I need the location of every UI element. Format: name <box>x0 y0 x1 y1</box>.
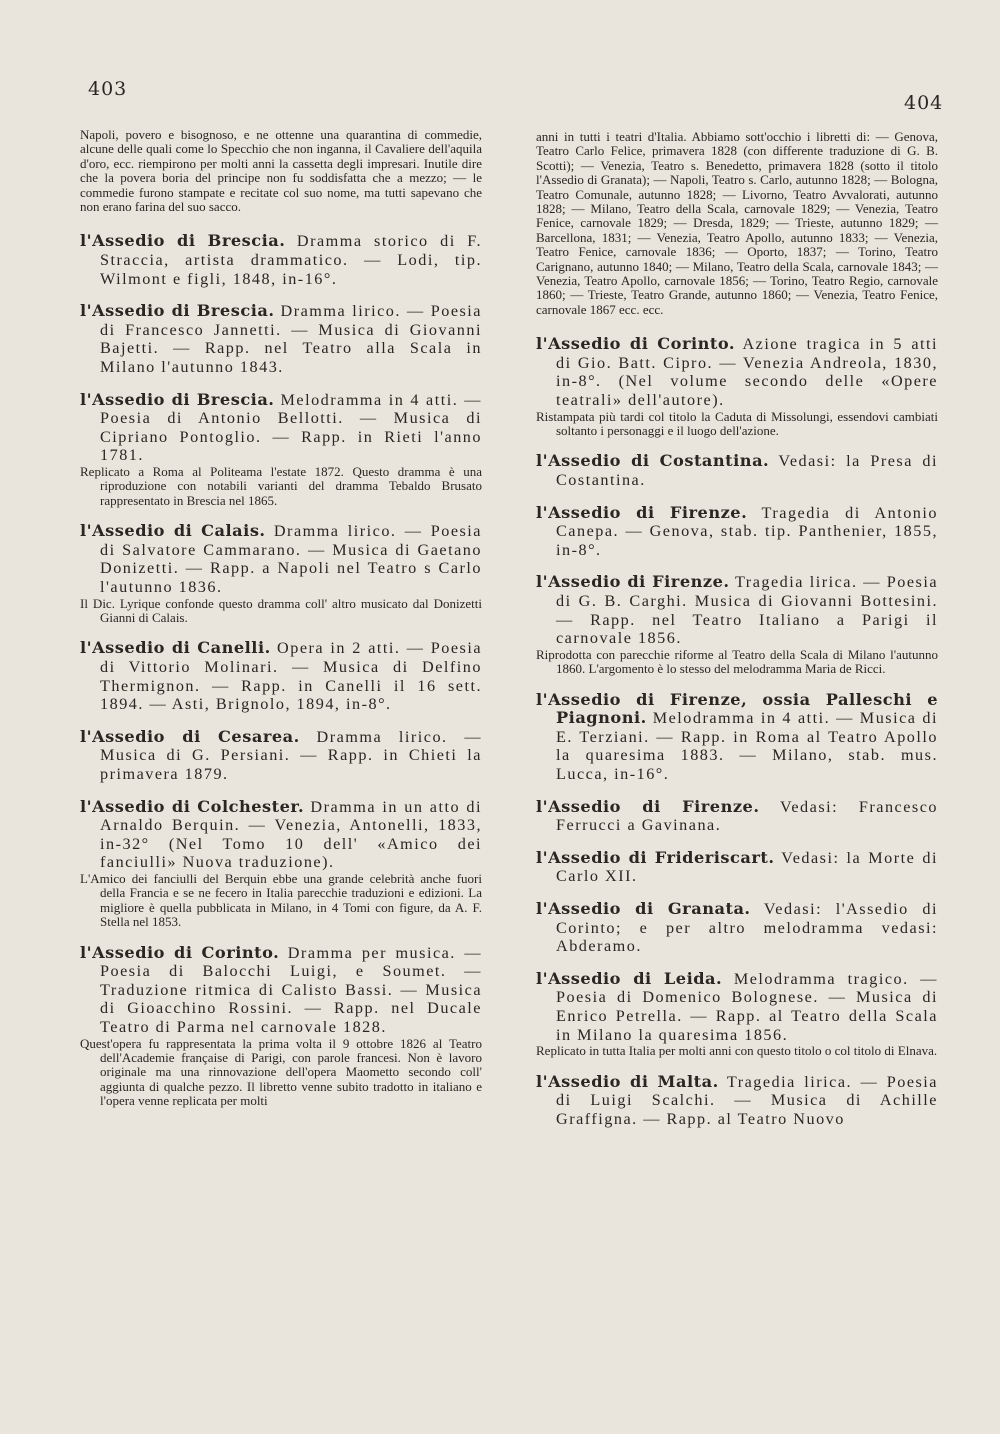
entry-text: Dramma lirico. — Poesia di Francesco Jannetti. — Musica di Giovanni Bajetti. — Rapp. nel Teatro alla Scala in Milano l'autunno 1843. <box>100 302 482 376</box>
entry-text: Melodramma tragico. — Poesia di Domenico Bolognese. — Musica di Enrico Petrella. — Rapp. al Teatro della Scala in Milano la quaresima 1856. <box>556 969 938 1044</box>
entry-note: Quest'opera fu rappresentata la prima volta il 9 ottobre 1826 al Teatro dell'Academie française di Parigi, con parole francesi. Non è lavoro originale ma una rinnovazione dell'opera Maometto secondo coll' aggiunta di qualche pezzo. Il libretto venne subito tradotto in italiano e l'opera venne replicata per molti <box>80 1035 482 1109</box>
entry-headword: l'Assedio di Leida. <box>536 968 723 988</box>
entry-body <box>80 232 482 288</box>
dictionary-entry <box>80 302 482 376</box>
entry-headword: l'Assedio di Corinto. <box>80 942 280 962</box>
left-column <box>80 128 482 1123</box>
dictionary-entry <box>80 522 482 625</box>
entry-body <box>536 849 938 886</box>
entry-body <box>80 302 482 376</box>
continued-note-left: Napoli, povero e bisognoso, e ne ottenne una quarantina di commedie, alcune delle quali come lo Specchio che non inganna, il Cavaliere dell'aquila d'oro, ecc. riempirono per molti anni la cassetta degli impresari. Inutile dire che la povera boria del principe non fu soddisfatta che a mezzo; — le commedie furono stampate e recitate col suo nome, ma tutti sapevano che non erano farina del suo sacco. <box>80 127 482 215</box>
dictionary-entry <box>536 691 938 784</box>
dictionary-entry <box>536 900 938 956</box>
dictionary-entry <box>536 504 938 560</box>
entry-headword: l'Assedio di Firenze. <box>536 572 730 592</box>
entry-text: Tragedia di Antonio Canepa. — Genova, stab. tip. Panthenier, 1855, in-8°. <box>556 503 938 559</box>
right-column <box>536 130 938 1142</box>
entry-text: Vedasi: la Morte di Carlo XII. <box>556 848 938 886</box>
entry-text: Vedasi: la Presa di Costantina. <box>556 452 938 490</box>
entry-body <box>536 691 938 784</box>
dictionary-entry <box>536 1073 938 1129</box>
entry-headword: l'Assedio di Brescia. <box>80 301 275 321</box>
dictionary-entry <box>536 970 938 1059</box>
entry-body <box>80 639 482 713</box>
right-entry-list <box>536 335 938 1128</box>
entry-body <box>536 1073 938 1129</box>
entry-body <box>536 504 938 560</box>
dictionary-entry <box>80 391 482 509</box>
entry-body <box>536 452 938 489</box>
dictionary-entry <box>536 798 938 835</box>
entry-body <box>536 900 938 956</box>
entry-headword: l'Assedio di Calais. <box>80 521 266 541</box>
entry-body <box>80 944 482 1037</box>
entry-text: Dramma storico di F. Straccia, artista drammatico. — Lodi, tip. Wilmont e figli, 1848, in-16°. <box>100 232 482 288</box>
entry-headword: l'Assedio di Brescia. <box>80 389 275 409</box>
entry-headword: l'Assedio di Canelli. <box>80 638 271 658</box>
dictionary-entry <box>80 232 482 288</box>
entry-body <box>80 522 482 596</box>
entry-text: Dramma in un atto di Arnaldo Berquin. — Venezia, Antonelli, 1833, in-32° (Nel Tomo 10 dell' «Amico dei fanciulli» Nuova traduzione). <box>100 797 482 872</box>
entry-body <box>536 970 938 1044</box>
entry-headword: l'Assedio di Corinto. <box>536 334 736 354</box>
dictionary-entry <box>536 452 938 489</box>
entry-text: Melodramma in 4 atti. — Musica di E. Terziani. — Rapp. in Roma al Teatro Apollo la quaresima 1883. — Milano, stab. mus. Lucca, in-16°. <box>556 709 938 783</box>
entry-headword: l'Assedio di Costantina. <box>536 451 770 471</box>
dictionary-entry <box>80 944 482 1109</box>
entry-text: Vedasi: Francesco Ferrucci a Gavinana. <box>556 797 939 835</box>
entry-headword: l'Assedio di Frideriscart. <box>536 847 775 867</box>
entry-note: Riprodotta con parecchie riforme al Teatro della Scala di Milano l'autunno 1860. L'argomento è lo stesso del melodramma Maria de Ricci. <box>536 646 938 677</box>
entry-text: Vedasi: l'Assedio di Corinto; e per altro melodramma vedasi: Abderamo. <box>556 899 938 956</box>
entry-text: Opera in 2 atti. — Poesia di Vittorio Molinari. — Musica di Delfino Thermignon. — Rapp. in Canelli il 16 sett. 1894. — Asti, Brignolo, 1894, in-8°. <box>100 639 483 714</box>
dictionary-entry <box>536 849 938 886</box>
entry-body <box>80 798 482 872</box>
dictionary-entry <box>80 639 482 713</box>
entry-body <box>536 798 938 835</box>
entry-text: Tragedia lirica. — Poesia di Luigi Scalchi. — Musica di Achille Graffigna. — Rapp. al Teatro Nuovo <box>556 1072 938 1128</box>
left-entry-list <box>80 232 482 1108</box>
entry-note: Il Dic. Lyrique confonde questo dramma coll' altro musicato dal Donizetti Gianni di Calais. <box>80 595 482 625</box>
dictionary-entry <box>80 798 482 930</box>
entry-note: L'Amico dei fanciulli del Berquin ebbe una grande celebrità anche fuori della Francia e se ne fecero in Italia parecchie traduzioni e edizioni. La migliore è quella pubblicata in Milano, in 4 Tomi con figure, da A. F. Stella nel 1853. <box>80 870 482 930</box>
entry-headword: l'Assedio di Firenze. <box>536 502 748 522</box>
continued-note-right: anni in tutti i teatri d'Italia. Abbiamo sott'occhio i libretti di: — Genova, Teatro Carlo Felice, primavera 1828 (con differente traduzione di G. B. Scotti); — Venezia, Teatro s. Benedetto, primavera 1828 (sotto il titolo l'Assedio di Granata); — Napoli, Teatro s. Carlo, autunno 1828; — Bologna, Teatro Comunale, autunno 1828; — Livorno, Teatro Avvalorati, autunno 1828; — Milano, Teatro della Scala, carnovale 1829; — Venezia, Teatro Fenice, carnovale 1829; — Dresda, 1829; — Trieste, autunno 1829; — Barcellona, 1831; — Venezia, Teatro Apollo, autunno 1833; — Venezia, Teatro Fenice, carnovale 1836; — Oporto, 1837; — Torino, Teatro Carignano, autunno 1840; — Milano, Teatro della Scala, carnovale 1843; — Venezia, Teatro Apollo, carnovale 1856; — Torino, Teatro Regio, carnovale 1860; — Trieste, Teatro Grande, autunno 1860; — Venezia, Teatro Fenice, carnovale 1867 ecc. ecc. <box>536 129 938 317</box>
entry-headword: l'Assedio di Cesarea. <box>80 726 300 746</box>
entry-body <box>80 728 482 784</box>
entry-headword: l'Assedio di Firenze, ossia Palleschi e Piagnoni. <box>536 689 938 728</box>
entry-headword: l'Assedio di Firenze. <box>536 796 760 816</box>
entry-text: Azione tragica in 5 atti di Gio. Batt. Cipro. — Venezia Andreola, 1830, in-8°. (Nel volume secondo delle «Opere teatrali» dell'autore). <box>556 335 939 410</box>
entry-headword: l'Assedio di Colchester. <box>80 796 305 816</box>
entry-text: Dramma per musica. — Poesia di Balocchi Luigi, e Soumet. — Traduzione ritmica di Calisto Bassi. — Musica di Gioacchino Rossini. — Rapp. nel Ducale Teatro di Parma nel carnovale 1828. <box>100 943 483 1036</box>
entry-body <box>536 573 938 647</box>
entry-note: Replicato in tutta Italia per molti anni con questo titolo o col titolo di Elnava. <box>536 1043 938 1059</box>
dictionary-entry <box>536 573 938 676</box>
entry-text: Dramma lirico. — Musica di G. Persiani. — Rapp. in Chieti la primavera 1879. <box>100 727 483 783</box>
dictionary-entry <box>536 335 938 438</box>
entry-text: Tragedia lirica. — Poesia di G. B. Carghi. Musica di Giovanni Bottesini. — Rapp. nel Teatro Italiano a Parigi il carnovale 1856. <box>556 573 939 648</box>
entry-note: Replicato a Roma al Politeama l'estate 1872. Questo dramma è una riproduzione con notabili varianti del dramma Tebaldo Brusato rappresentato in Brescia nel 1865. <box>80 463 482 508</box>
entry-headword: l'Assedio di Brescia. <box>80 231 286 251</box>
entry-headword: l'Assedio di Granata. <box>536 898 751 918</box>
dictionary-entry <box>80 728 482 784</box>
entry-headword: l'Assedio di Malta. <box>536 1071 719 1091</box>
page-number-left: 403 <box>88 78 128 100</box>
entry-text: Melodramma in 4 atti. — Poesia di Antonio Bellotti. — Musica di Cipriano Pontoglio. — Rapp. in Rieti l'anno 1781. <box>100 390 482 465</box>
entry-text: Dramma lirico. — Poesia di Salvatore Cammarano. — Musica di Gaetano Donizetti. — Rapp. a Napoli nel Teatro s Carlo l'autunno 1836. <box>100 522 482 596</box>
entry-body <box>536 335 938 409</box>
page-number-right: 404 <box>904 92 944 114</box>
entry-body <box>80 391 482 465</box>
entry-note: Ristampata più tardi col titolo la Caduta di Missolungi, essendovi cambiati soltanto i personaggi e il luogo dell'azione. <box>536 408 938 439</box>
